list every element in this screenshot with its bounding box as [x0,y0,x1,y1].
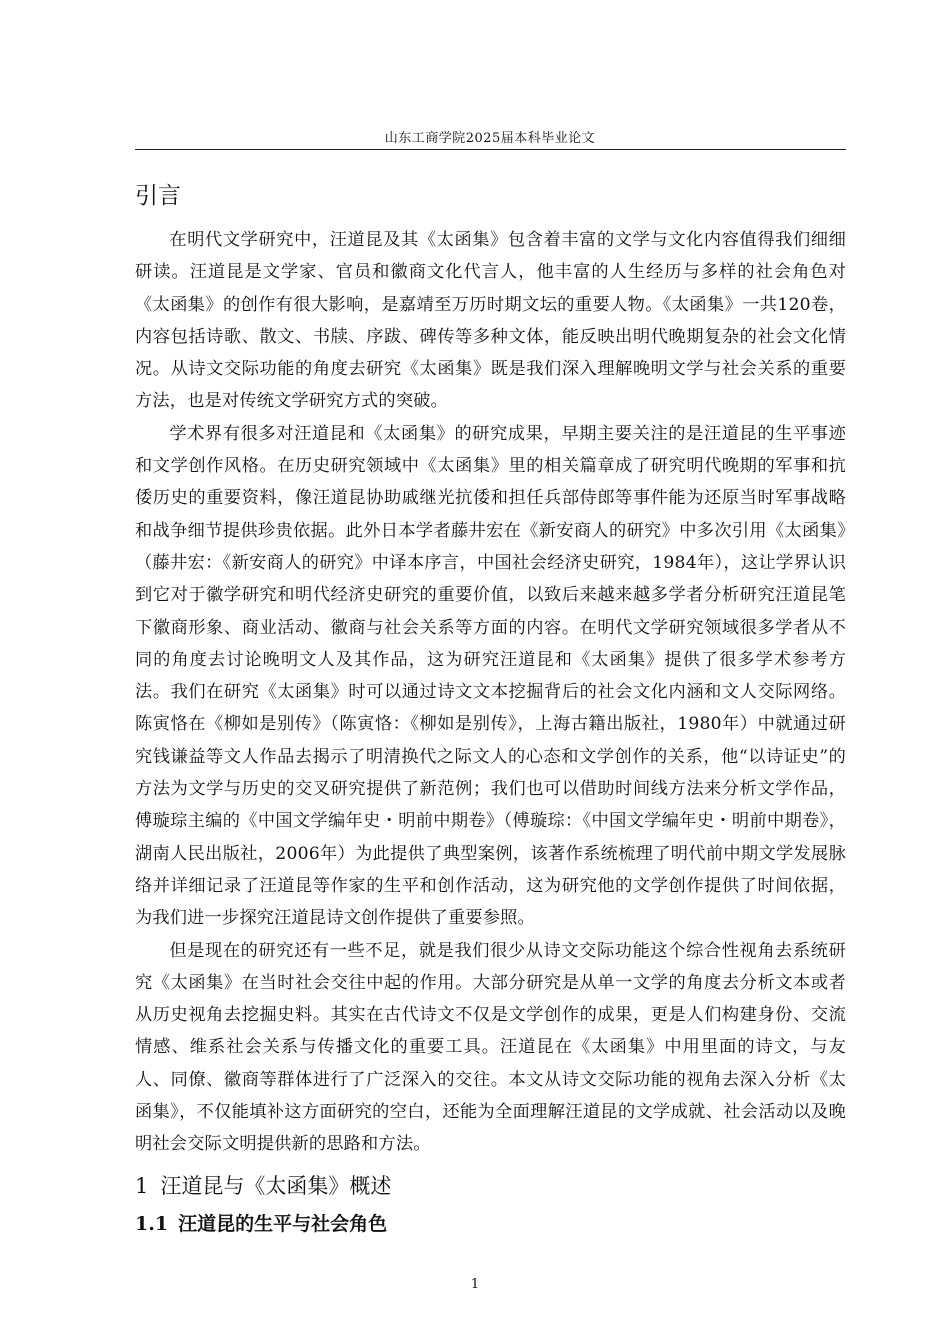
introduction-title: 引言 [135,183,181,209]
section-1-1-heading [135,1208,846,1240]
running-header: 山东工商学院2025届本科毕业论文 [384,131,596,146]
intro-paragraph-3: 但是现在的研究还有一些不足，就是我们很少从诗文交际功能这个综合性视角去系统研究《太函集》在当时社会交往中起的作用。大部分研究是从单一文学的角度去分析文本或者从历史视角去挖掘史料。其实在古代诗文不仅是文学创作的成果，更是人们构建身份、交流情感、维系社会关系与传播文化的重要工具。汪道昆在《太函集》中用里面的诗文，与友人、同僚、徽商等群体进行了广泛深入的交往。本文从诗文交际功能的视角去深入分析《太函集》，不仅能填补这方面研究的空白，还能为全面理解汪道昆的文学成就、社会活动以及晚明社会交际文明提供新的思路和方法。 [135,940,846,1155]
chapter-1-heading [135,1169,846,1203]
chapter-1-title: 汪道昆与《太函集》概述 [160,1173,392,1198]
chapter-1-number: 1 [135,1173,149,1198]
page-body [135,178,846,1240]
header-divider [135,149,846,150]
intro-paragraph-1: 在明代文学研究中，汪道昆及其《太函集》包含着丰富的文学与文化内容值得我们细细研读。汪道昆是文学家、官员和徽商文化代言人，他丰富的人生经历与多样的社会角色对《太函集》的创作有很大影响，是嘉靖至万历时期文坛的重要人物。《太函集》一共120卷，内容包括诗歌、散文、书牍、序跋、碑传等多种文体，能反映出明代晚期复杂的社会文化情况。从诗文交际功能的角度去研究《太函集》既是我们深入理解晚明文学与社会关系的重要方法，也是对传统文学研究方式的突破。 [135,230,846,412]
page-number: 1 [470,1277,480,1292]
section-1-1-number: 1.1 [135,1212,169,1235]
section-1-1-title: 汪道昆的生平与社会角色 [178,1212,388,1235]
intro-paragraph-2: 学术界有很多对汪道昆和《太函集》的研究成果，早期主要关注的是汪道昆的生平事迹和文学创作风格。在历史研究领域中《太函集》里的相关篇章成了研究明代晚期的军事和抗倭历史的重要资料，像汪道昆协助戚继光抗倭和担任兵部侍郎等事件能为还原当时军事战略和战争细节提供珍贵依据。此外日本学者藤井宏在《新安商人的研究》中多次引用《太函集》（藤井宏：《新安商人的研究》中译本序言，中国社会经济史研究，1984年），这让学界认识到它对于徽学研究和明代经济史研究的重要价值，以致后来越来越多学者分析研究汪道昆笔下徽商形象、商业活动、徽商与社会关系等方面的内容。在明代文学研究领域很多学者从不同的角度去讨论晚明文人及其作品，这为研究汪道昆和《太函集》提供了很多学术参考方法。我们在研究《太函集》时可以通过诗文文本挖掘背后的社会文化内涵和文人交际网络。陈寅恪在《柳如是别传》（陈寅恪：《柳如是别传》，上海古籍出版社，1980年）中就通过研究钱谦益等文人作品去揭示了明清换代之际文人的心态和文学创作的关系，他“以诗证史”的方法为文学与历史的交叉研究提供了新范例；我们也可以借助时间线方法来分析文学作品，傅璇琮主编的《中国文学编年史・明前中期卷》（傅璇琮：《中国文学编年史・明前中期卷》，湖南人民出版社，2006年）为此提供了典型案例，该著作系统梳理了明代前中期文学发展脉络并详细记录了汪道昆等作家的生平和创作活动，这为研究他的文学创作提供了时间依据，为我们进一步探究汪道昆诗文创作提供了重要参照。 [135,423,846,929]
